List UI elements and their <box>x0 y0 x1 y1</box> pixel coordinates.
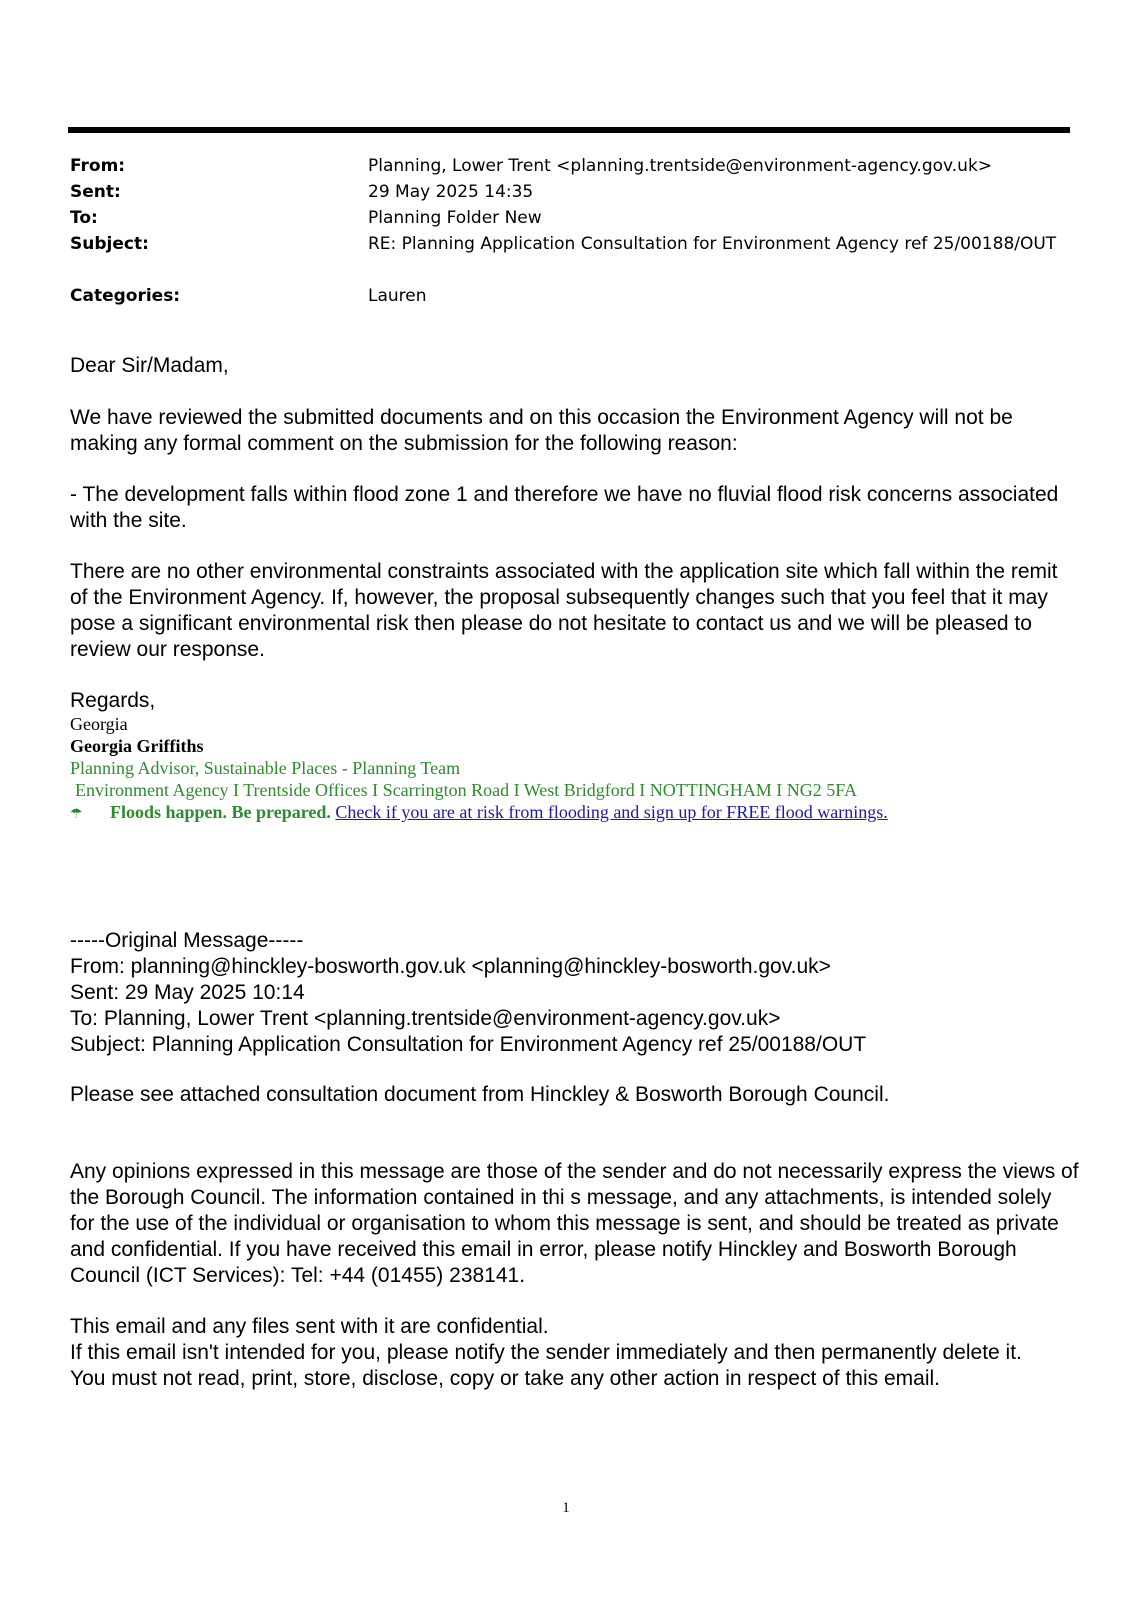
council-disclaimer: Any opinions expressed in this message are those of the sender and do not necessarily express the views of the Borough Council. The information contained in thi s message, and any attachments, is intended solely for the use of the individual or organisation to whom this message is sent, and should be treated as private and confidential. If you have received this email in error, please notify Hinckley and Bosworth Borough Council (ICT Services): Tel: +44 (01455) 238141. <box>70 1160 1079 1287</box>
signature-full-name: Georgia Griffiths <box>70 736 204 756</box>
subject-label: Subject: <box>70 234 149 254</box>
original-from: From: planning@hinckley-bosworth.gov.uk <planning@hinckley-bosworth.gov.uk> <box>70 955 831 978</box>
flood-warnings-link[interactable]: Check if you are at risk from flooding and sign up for FREE flood warnings. <box>335 802 888 822</box>
body-paragraph-1: We have reviewed the submitted documents and on this occasion the Environment Agency will not be making any formal comment on the submission for the following reason: <box>70 406 1013 455</box>
greeting: Dear Sir/Madam, <box>70 354 229 377</box>
categories-label: Categories: <box>70 286 181 306</box>
subject-row <box>70 231 1080 257</box>
email-header <box>70 153 1080 309</box>
categories-value: Lauren <box>368 286 427 306</box>
body-paragraph-3: There are no other environmental constraints associated with the application site which fall within the remit of the Environment Agency. If, however, the proposal subsequently changes such that you feel that it may pose a significant environmental risk then please do not hesitate to contact us and we will be pleased to review our response. <box>70 560 1058 661</box>
from-row <box>70 153 1080 179</box>
sent-value: 29 May 2025 14:35 <box>368 182 534 202</box>
original-message <box>70 928 1080 1058</box>
original-separator: -----Original Message----- <box>70 929 304 952</box>
confidentiality-line-1: This email and any files sent with it are confidential. <box>70 1315 549 1338</box>
body-paragraph-2: - The development falls within flood zone 1 and therefore we have no fluvial flood risk concerns associated with the site. <box>70 483 1059 532</box>
sent-row <box>70 179 1080 205</box>
original-to: To: Planning, Lower Trent <planning.trentside@environment-agency.gov.uk> <box>70 1007 781 1030</box>
sent-label: Sent: <box>70 182 121 202</box>
flood-warning-line <box>70 801 1080 825</box>
subject-value: RE: Planning Application Consultation for Environment Agency ref 25/00188/OUT <box>368 234 1057 254</box>
signature-address: Environment Agency I Trentside Offices I Scarrington Road I West Bridgford I NOTTINGHAM I NG2 5FA <box>75 780 857 800</box>
to-label: To: <box>70 208 98 228</box>
confidentiality-line-2: If this email isn't intended for you, please notify the sender immediately and then permanently delete it. <box>70 1341 1022 1364</box>
from-value: Planning, Lower Trent <planning.trentside@environment-agency.gov.uk> <box>368 156 993 176</box>
flood-tagline: Floods happen. Be prepared. <box>110 802 331 822</box>
from-label: From: <box>70 156 126 176</box>
confidentiality-notice <box>70 1314 1080 1392</box>
confidentiality-line-3: You must not read, print, store, disclose, copy or take any other action in respect of this email. <box>70 1367 941 1390</box>
header-rule <box>68 127 1070 133</box>
umbrella-icon: ☂ <box>70 806 83 822</box>
signature-block <box>70 713 1080 825</box>
original-subject: Subject: Planning Application Consultation for Environment Agency ref 25/00188/OUT <box>70 1033 867 1056</box>
page-number: 1 <box>562 1500 570 1516</box>
to-value: Planning Folder New <box>368 208 542 228</box>
signature-role: Planning Advisor, Sustainable Places - Planning Team <box>70 758 461 778</box>
original-body: Please see attached consultation document from Hinckley & Bosworth Borough Council. <box>70 1083 890 1106</box>
signature-first-name: Georgia <box>70 714 128 734</box>
to-row <box>70 205 1080 231</box>
regards: Regards, <box>70 689 156 712</box>
categories-row <box>70 283 1080 309</box>
original-sent: Sent: 29 May 2025 10:14 <box>70 981 305 1004</box>
